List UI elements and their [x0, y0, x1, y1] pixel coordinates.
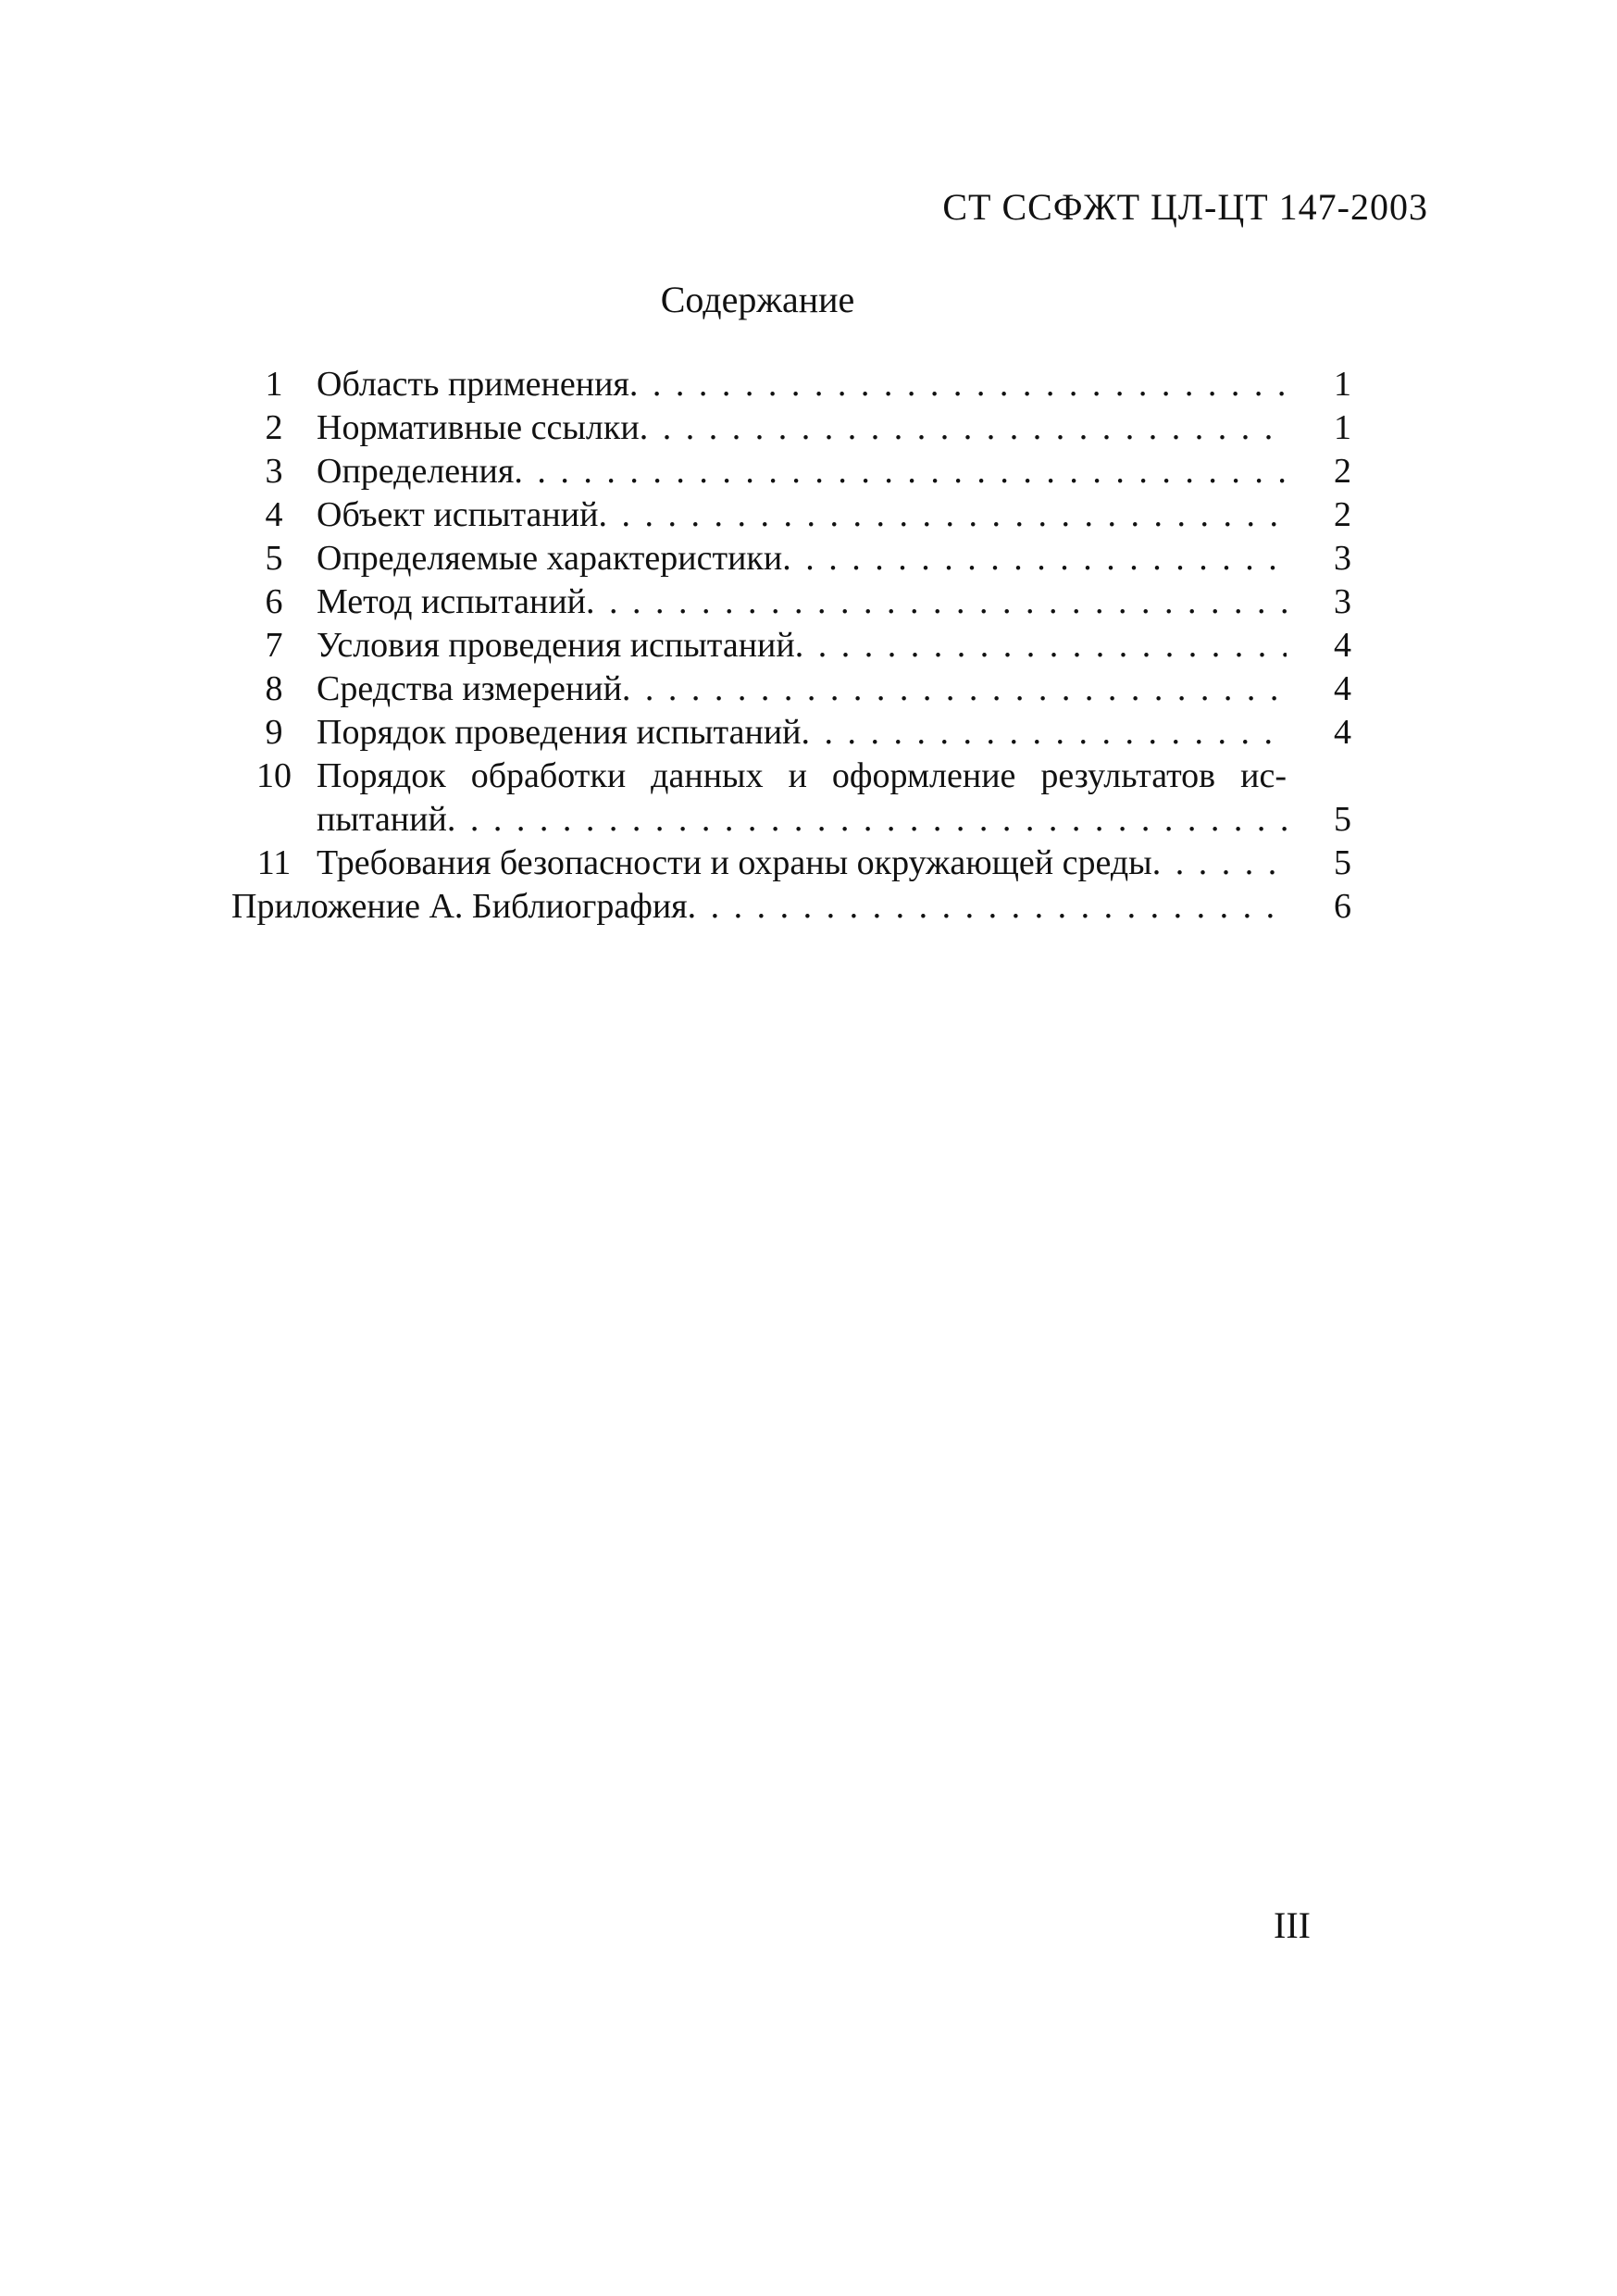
toc-entry[interactable] — [231, 624, 1351, 668]
toc-entry[interactable] — [231, 668, 1351, 711]
toc-entry[interactable] — [231, 842, 1351, 885]
toc-entry-number: 6 — [265, 582, 283, 621]
toc-entry-page: 6 — [1334, 887, 1351, 926]
toc-entry-label: Определяемые характеристики — [317, 539, 783, 578]
toc-entry-continuation[interactable] — [231, 798, 1351, 842]
toc-entry-number: 10 — [256, 756, 292, 795]
toc-dot-leader — [622, 668, 1287, 711]
toc-entry-label: Порядок обработки данных и оформление результатов ис- — [317, 756, 1287, 795]
toc-entry-label: Порядок проведения испытаний — [317, 713, 802, 752]
toc-entry-number: 5 — [265, 539, 283, 578]
toc-entry-number: 7 — [265, 626, 283, 665]
toc-dot-leader — [514, 450, 1287, 493]
toc-appendix-label: Приложение А. Библиография — [231, 887, 688, 926]
toc-dot-leader — [598, 493, 1287, 537]
toc-entry-number: 1 — [265, 365, 283, 404]
toc-entry[interactable] — [231, 363, 1351, 406]
toc-entry-page: 5 — [1334, 800, 1351, 839]
toc-entry[interactable] — [231, 493, 1351, 537]
toc-entry[interactable] — [231, 406, 1351, 450]
toc-entry-page: 2 — [1334, 452, 1351, 491]
toc-entry[interactable] — [231, 450, 1351, 493]
toc-entry-label: Область применения — [317, 365, 629, 404]
toc-entry-label: Объект испытаний — [317, 495, 599, 534]
toc-entry-page: 1 — [1334, 365, 1351, 404]
toc-entry-label: Требования безопасности и охраны окружающей среды — [317, 843, 1152, 882]
toc-entry-page: 2 — [1334, 495, 1351, 534]
table-of-contents — [231, 363, 1351, 929]
toc-entry-label: Метод испытаний — [317, 582, 587, 621]
toc-entry-page: 3 — [1334, 582, 1351, 621]
document-code: СТ ССФЖТ ЦЛ-ЦТ 147-2003 — [942, 186, 1428, 228]
toc-dot-leader — [447, 798, 1287, 842]
toc-entry-page: 4 — [1334, 626, 1351, 665]
toc-entry-page: 5 — [1334, 843, 1351, 882]
toc-dot-leader — [640, 406, 1287, 450]
toc-entry-number: 11 — [256, 843, 292, 882]
toc-dot-leader — [782, 537, 1287, 580]
toc-appendix-entry[interactable] — [231, 885, 1351, 929]
toc-entry[interactable] — [231, 755, 1351, 798]
toc-entry-label: Условия проведения испытаний — [317, 626, 795, 665]
toc-entry-page: 4 — [1334, 669, 1351, 708]
toc-entry-page: 3 — [1334, 539, 1351, 578]
toc-entry-label: Нормативные ссылки — [317, 408, 640, 447]
toc-entry-page: 4 — [1334, 713, 1351, 752]
toc-entry-label: Определения — [317, 452, 515, 491]
toc-dot-leader — [1152, 842, 1287, 885]
toc-entry[interactable] — [231, 580, 1351, 624]
toc-dot-leader — [688, 885, 1287, 929]
toc-dot-leader — [795, 624, 1287, 668]
toc-entry[interactable] — [231, 537, 1351, 580]
toc-entry-page: 1 — [1334, 408, 1351, 447]
toc-entry-number: 4 — [265, 495, 283, 534]
toc-entry-number: 3 — [265, 452, 283, 491]
toc-dot-leader — [802, 711, 1287, 755]
toc-dot-leader — [586, 580, 1287, 624]
toc-title: Содержание — [660, 279, 855, 320]
toc-entry-number: 8 — [265, 669, 283, 708]
page-number: III — [1274, 1904, 1311, 1946]
toc-entry-label-continuation: пытаний — [317, 800, 447, 839]
toc-entry-number: 2 — [265, 408, 283, 447]
toc-entry-number: 9 — [265, 713, 283, 752]
toc-entry-label: Средства измерений — [317, 669, 622, 708]
toc-entry[interactable] — [231, 711, 1351, 755]
toc-dot-leader — [629, 363, 1287, 406]
